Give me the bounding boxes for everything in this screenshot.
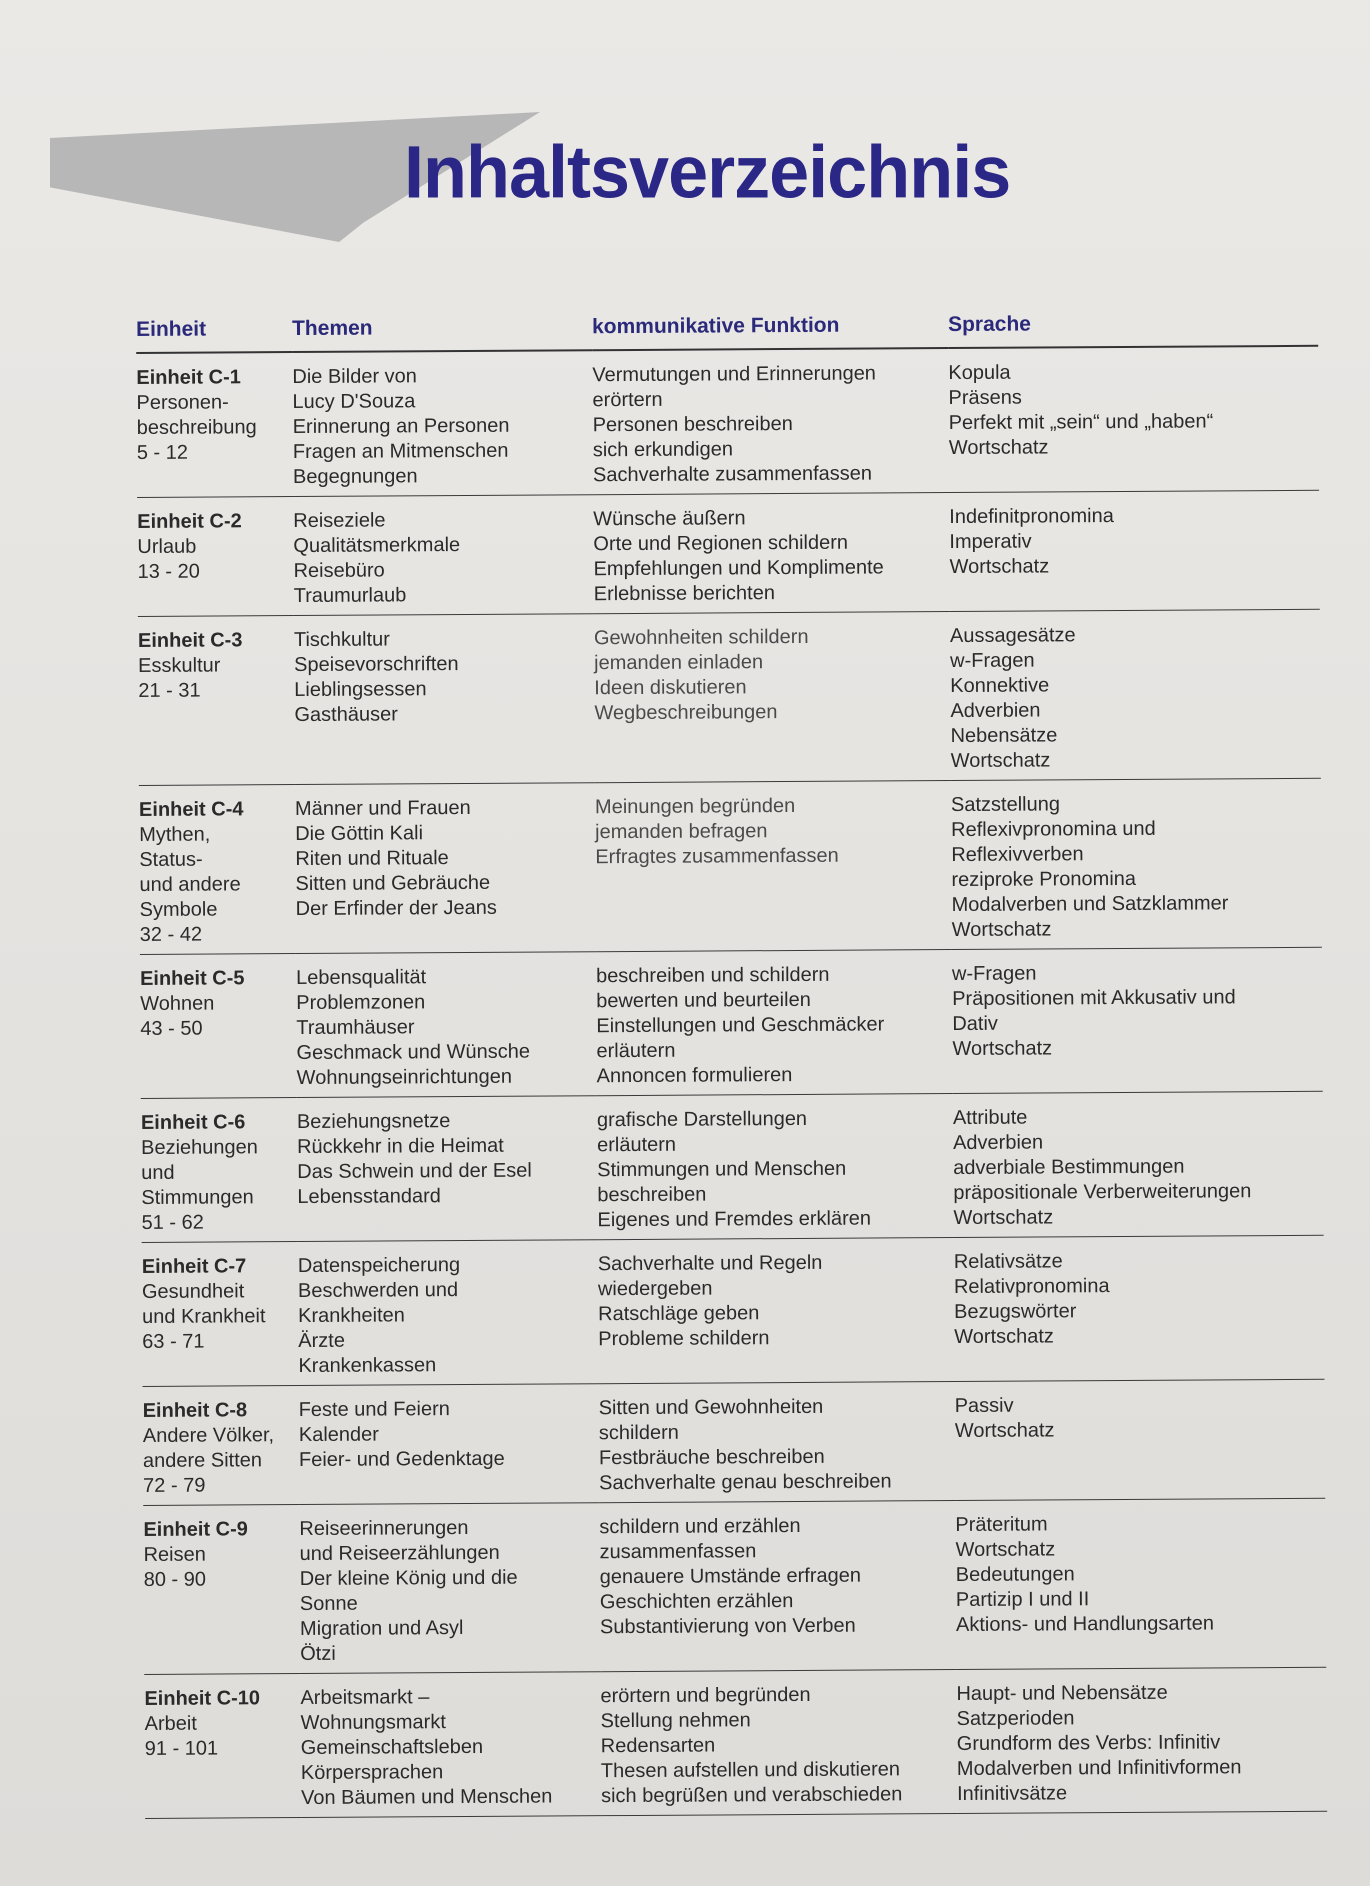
topic-line: Die Bilder von bbox=[292, 365, 417, 389]
function-line: Empfehlungen und Komplimente bbox=[593, 556, 884, 581]
topic-line: Wohnungseinrichtungen bbox=[296, 1065, 513, 1090]
topic-line: Beschwerden und bbox=[297, 1279, 459, 1303]
language-cell bbox=[953, 1092, 1324, 1238]
language-line: Wortschatz bbox=[955, 1538, 1056, 1562]
function-cell bbox=[593, 493, 950, 614]
language-line: präpositionale Verberweiterungen bbox=[953, 1180, 1252, 1205]
language-line: adverbiale Bestimmungen bbox=[953, 1155, 1185, 1180]
language-line: Wortschatz bbox=[954, 1325, 1054, 1349]
unit-cell bbox=[142, 1242, 299, 1387]
function-line: Eigenes und Fremdes erklären bbox=[597, 1207, 872, 1232]
topic-line: Qualitätsmerkmale bbox=[293, 534, 461, 558]
function-line: Sachverhalte genau beschreiben bbox=[599, 1470, 892, 1495]
language-line: Relativsätze bbox=[953, 1250, 1063, 1274]
language-cell bbox=[956, 1668, 1327, 1814]
language-line: Wortschatz bbox=[953, 1206, 1054, 1230]
topic-line: Sitten und Gebräuche bbox=[295, 871, 491, 896]
topic-line: Krankenkassen bbox=[298, 1354, 437, 1378]
unit-name-line: Andere Völker, bbox=[142, 1424, 275, 1447]
topic-line: Beziehungsnetze bbox=[296, 1110, 451, 1134]
language-line: w-Fragen bbox=[950, 649, 1035, 673]
language-line: Präteritum bbox=[955, 1513, 1048, 1537]
language-line: Wortschatz bbox=[952, 1037, 1053, 1061]
function-line: Stimmungen und Menschen bbox=[597, 1157, 847, 1182]
function-cell bbox=[595, 781, 952, 952]
unit-name-line: Arbeit bbox=[144, 1712, 197, 1735]
unit-label: Einheit C-7 bbox=[141, 1255, 247, 1278]
topic-line: Traumurlaub bbox=[293, 584, 407, 608]
unit-name-line: Beziehungen bbox=[141, 1136, 258, 1159]
function-line: bewerten und beurteilen bbox=[596, 988, 811, 1013]
topic-line: Kalender bbox=[298, 1423, 379, 1447]
topic-line: Begegnungen bbox=[292, 465, 418, 489]
topic-line: Speisevorschriften bbox=[294, 653, 459, 677]
topic-line: Rückkehr in die Heimat bbox=[297, 1134, 504, 1159]
topic-line: Reiseziele bbox=[293, 509, 386, 533]
function-line: wiedergeben bbox=[597, 1277, 713, 1301]
language-line: Attribute bbox=[952, 1106, 1028, 1130]
unit-name-line: und Krankheit bbox=[142, 1305, 266, 1328]
language-line: Perfekt mit „sein“ und „haben“ bbox=[948, 410, 1214, 435]
unit-name-line: Reisen bbox=[143, 1543, 206, 1566]
unit-label: Einheit C-5 bbox=[139, 967, 245, 990]
language-line: Reflexivverben bbox=[951, 843, 1084, 867]
function-cell bbox=[598, 1238, 955, 1384]
function-line: Substantivierung von Verben bbox=[599, 1614, 856, 1639]
function-line: Geschichten erzählen bbox=[599, 1590, 794, 1614]
language-line: Wortschatz bbox=[951, 918, 1052, 942]
function-cell bbox=[596, 950, 953, 1096]
unit-label: Einheit C-6 bbox=[140, 1111, 246, 1134]
topic-line: Gemeinschaftsleben bbox=[300, 1735, 484, 1760]
unit-cell bbox=[136, 353, 293, 498]
topic-line: Migration und Asyl bbox=[299, 1617, 464, 1641]
function-line: Einstellungen und Geschmäcker bbox=[596, 1013, 885, 1038]
function-line: jemanden befragen bbox=[595, 820, 768, 844]
function-cell bbox=[597, 1094, 954, 1240]
unit-name-line: 51 - 62 bbox=[141, 1211, 204, 1234]
topic-line: Krankheiten bbox=[298, 1304, 405, 1328]
unit-name-line: 43 - 50 bbox=[140, 1017, 203, 1040]
unit-label: Einheit C-1 bbox=[136, 366, 241, 389]
table-of-contents bbox=[136, 311, 1327, 1819]
unit-cell bbox=[139, 785, 296, 955]
unit-cell bbox=[137, 497, 294, 617]
language-line: w-Fragen bbox=[951, 962, 1037, 986]
function-line: Redensarten bbox=[600, 1734, 716, 1758]
function-line: Ideen diskutieren bbox=[594, 676, 747, 700]
language-line: Wortschatz bbox=[949, 555, 1050, 579]
unit-label: Einheit C-3 bbox=[137, 629, 243, 652]
language-cell bbox=[950, 610, 1321, 781]
unit-label: Einheit C-2 bbox=[137, 510, 242, 533]
language-line: Satzperioden bbox=[956, 1707, 1075, 1731]
topic-line: Erinnerung an Personen bbox=[292, 414, 510, 439]
function-line: Gewohnheiten schildern bbox=[593, 625, 809, 650]
unit-cell bbox=[143, 1505, 300, 1675]
function-line: Ratschläge geben bbox=[598, 1302, 760, 1326]
function-line: Probleme schildern bbox=[598, 1327, 770, 1351]
topic-line: Riten und Rituale bbox=[295, 847, 449, 871]
language-line: Nebensätze bbox=[950, 724, 1058, 748]
function-line: Annoncen formulieren bbox=[596, 1064, 793, 1088]
topic-line: Lucy D'Souza bbox=[292, 390, 416, 414]
language-line: Bezugswörter bbox=[954, 1300, 1077, 1324]
unit-name-line: Urlaub bbox=[137, 535, 197, 558]
language-line: Wortschatz bbox=[954, 1419, 1055, 1443]
topic-line: Lebensqualität bbox=[295, 966, 427, 990]
function-line: Erfragtes zusammenfassen bbox=[595, 844, 839, 869]
language-cell bbox=[955, 1499, 1326, 1670]
unit-cell bbox=[140, 954, 297, 1099]
language-line: Wortschatz bbox=[948, 436, 1049, 460]
function-line: Wegbeschreibungen bbox=[594, 701, 778, 725]
topics-cell bbox=[293, 495, 594, 616]
language-cell bbox=[949, 491, 1320, 612]
topic-line: Geschmack und Wünsche bbox=[296, 1040, 530, 1065]
function-line: grafische Darstellungen bbox=[596, 1107, 808, 1132]
language-cell bbox=[954, 1236, 1325, 1382]
unit-name-line: und bbox=[141, 1161, 175, 1184]
language-line: Passiv bbox=[954, 1394, 1014, 1418]
topics-cell bbox=[294, 614, 595, 785]
language-line: Wortschatz bbox=[950, 749, 1051, 773]
function-line: Wünsche äußern bbox=[593, 507, 746, 531]
unit-name-line: Stimmungen bbox=[141, 1186, 254, 1209]
unit-name-line: Mythen, bbox=[139, 823, 211, 846]
language-cell bbox=[948, 347, 1319, 493]
language-line: Präsens bbox=[948, 386, 1022, 410]
topic-line: Feier- und Gedenktage bbox=[298, 1447, 505, 1472]
topic-line: Feste und Feiern bbox=[298, 1398, 450, 1422]
topic-line: Tischkultur bbox=[293, 628, 390, 652]
unit-label: Einheit C-10 bbox=[144, 1687, 261, 1710]
function-line: Sitten und Gewohnheiten bbox=[598, 1395, 824, 1420]
topic-line: und Reiseerzählungen bbox=[299, 1541, 500, 1566]
topics-cell bbox=[299, 1384, 600, 1505]
topics-cell bbox=[298, 1240, 599, 1386]
header-unit: Einheit bbox=[136, 317, 292, 354]
unit-name-line: 13 - 20 bbox=[137, 560, 200, 583]
language-line: reziproke Pronomina bbox=[951, 867, 1137, 892]
language-line: Reflexivpronomina und bbox=[951, 817, 1156, 842]
function-line: erläutern bbox=[596, 1133, 677, 1157]
function-line: Sachverhalte und Regeln bbox=[597, 1251, 823, 1276]
function-cell bbox=[600, 1670, 957, 1816]
language-line: Aussagesätze bbox=[949, 624, 1076, 648]
topic-line: Gasthäuser bbox=[294, 703, 398, 727]
function-line: beschreiben bbox=[597, 1183, 707, 1207]
unit-cell bbox=[143, 1386, 300, 1506]
topic-line: Reisebüro bbox=[293, 559, 385, 583]
language-line: Dativ bbox=[952, 1012, 998, 1036]
function-line: erörtern bbox=[592, 388, 663, 412]
topic-line: Fragen an Mitmenschen bbox=[292, 439, 509, 464]
topic-line: Die Göttin Kali bbox=[295, 822, 424, 846]
language-line: Bedeutungen bbox=[955, 1563, 1075, 1587]
language-cell bbox=[951, 779, 1322, 950]
language-line: Konnektive bbox=[950, 674, 1050, 698]
unit-name-line: 5 - 12 bbox=[136, 441, 189, 464]
language-line: Infinitivsätze bbox=[956, 1782, 1068, 1806]
unit-cell bbox=[141, 1098, 298, 1243]
language-line: Indefinitpronomina bbox=[949, 505, 1114, 529]
unit-name-line: Wohnen bbox=[140, 992, 215, 1015]
unit-name-line: 63 - 71 bbox=[142, 1330, 205, 1353]
function-line: Festbräuche beschreiben bbox=[598, 1445, 825, 1470]
function-line: Thesen aufstellen und diskutieren bbox=[600, 1758, 901, 1783]
topic-line: Wohnungsmarkt bbox=[300, 1711, 446, 1735]
topic-line: Körpersprachen bbox=[300, 1761, 444, 1785]
function-line: Sachverhalte zusammenfassen bbox=[592, 462, 873, 487]
topic-line: Lieblingsessen bbox=[294, 678, 427, 702]
page-title: Inhaltsverzeichnis bbox=[404, 131, 1011, 215]
unit-name-line: beschreibung bbox=[136, 416, 257, 439]
unit-name-line: Personen- bbox=[136, 391, 229, 414]
function-line: sich begrüßen und verabschieden bbox=[600, 1783, 903, 1808]
topics-cell bbox=[292, 351, 593, 497]
unit-name-line: Symbole bbox=[139, 898, 218, 921]
language-cell bbox=[955, 1380, 1326, 1501]
function-cell bbox=[599, 1382, 956, 1503]
topic-line: Datenspeicherung bbox=[297, 1254, 461, 1278]
language-line: Modalverben und Satzklammer bbox=[951, 892, 1229, 917]
header-language: Sprache bbox=[948, 311, 1318, 349]
unit-cell bbox=[138, 616, 295, 786]
unit-cell bbox=[144, 1674, 301, 1819]
function-line: beschreiben und schildern bbox=[595, 963, 830, 988]
header-function: kommunikative Funktion bbox=[592, 313, 948, 351]
language-cell bbox=[952, 948, 1323, 1094]
language-line: Imperativ bbox=[949, 530, 1032, 554]
language-line: Partizip I und II bbox=[955, 1588, 1090, 1612]
function-line: erläutern bbox=[596, 1039, 676, 1063]
language-line: Modalverben und Infinitivformen bbox=[956, 1756, 1242, 1781]
header-topics: Themen bbox=[292, 315, 592, 353]
topic-line: Männer und Frauen bbox=[294, 796, 471, 821]
topic-line: Der kleine König und die bbox=[299, 1566, 518, 1591]
unit-label: Einheit C-8 bbox=[142, 1399, 248, 1422]
function-line: erörtern und begründen bbox=[600, 1683, 811, 1708]
language-line: Relativpronomina bbox=[953, 1275, 1110, 1299]
function-line: zusammenfassen bbox=[599, 1540, 757, 1564]
unit-name-line: Gesundheit bbox=[141, 1280, 245, 1303]
topic-line: Ötzi bbox=[300, 1642, 336, 1666]
function-line: Vermutungen und Erinnerungen bbox=[592, 362, 876, 387]
topic-line: Das Schwein und der Esel bbox=[297, 1159, 532, 1184]
topic-line: Arbeitsmarkt – bbox=[300, 1686, 430, 1710]
unit-name-line: 72 - 79 bbox=[143, 1474, 206, 1497]
function-line: Personen beschreiben bbox=[592, 412, 793, 437]
topic-line: Sonne bbox=[299, 1592, 358, 1616]
language-line: Kopula bbox=[948, 361, 1011, 385]
function-cell bbox=[594, 612, 951, 783]
function-cell bbox=[592, 349, 949, 495]
toc-grid bbox=[136, 311, 1327, 1819]
function-line: schildern und erzählen bbox=[599, 1514, 801, 1539]
unit-name-line: Status- bbox=[139, 848, 203, 871]
language-line: Grundform des Verbs: Infinitiv bbox=[956, 1731, 1221, 1756]
function-line: jemanden einladen bbox=[594, 651, 764, 675]
function-line: sich erkundigen bbox=[592, 438, 733, 462]
unit-name-line: 32 - 42 bbox=[139, 923, 203, 946]
unit-name-line: 21 - 31 bbox=[138, 679, 201, 702]
language-line: Präpositionen mit Akkusativ und bbox=[952, 986, 1236, 1011]
topics-cell bbox=[299, 1503, 600, 1674]
topic-line: Lebensstandard bbox=[297, 1185, 441, 1209]
function-line: Orte und Regionen schildern bbox=[593, 531, 849, 556]
topics-cell bbox=[300, 1672, 601, 1818]
language-line: Haupt- und Nebensätze bbox=[956, 1681, 1168, 1706]
topic-line: Traumhäuser bbox=[296, 1016, 415, 1040]
language-line: Adverbien bbox=[950, 699, 1041, 723]
language-line: Adverbien bbox=[952, 1131, 1044, 1155]
topics-cell bbox=[297, 1096, 598, 1242]
topic-line: Ärzte bbox=[298, 1329, 346, 1353]
language-line: Aktions- und Handlungsarten bbox=[955, 1612, 1215, 1637]
unit-name-line: Esskultur bbox=[138, 654, 221, 677]
unit-name-line: und andere bbox=[139, 873, 241, 896]
topics-cell bbox=[295, 783, 596, 954]
unit-label: Einheit C-4 bbox=[138, 798, 244, 821]
unit-name-line: andere Sitten bbox=[142, 1449, 263, 1472]
function-cell bbox=[599, 1501, 956, 1672]
function-line: schildern bbox=[598, 1421, 679, 1445]
unit-label: Einheit C-9 bbox=[143, 1518, 248, 1541]
function-line: Stellung nehmen bbox=[600, 1709, 751, 1733]
function-line: genauere Umstände erfragen bbox=[599, 1564, 862, 1589]
topic-line: Von Bäumen und Menschen bbox=[300, 1785, 553, 1810]
language-line: Satzstellung bbox=[950, 793, 1061, 817]
function-line: Erlebnisse berichten bbox=[593, 582, 775, 606]
unit-name-line: 91 - 101 bbox=[144, 1737, 219, 1760]
unit-name-line: 80 - 90 bbox=[143, 1568, 207, 1591]
topic-line: Der Erfinder der Jeans bbox=[295, 896, 497, 921]
topic-line: Problemzonen bbox=[296, 991, 426, 1015]
topic-line: Reiseerinnerungen bbox=[299, 1516, 469, 1541]
topics-cell bbox=[296, 952, 597, 1098]
function-line: Meinungen begründen bbox=[594, 794, 796, 819]
